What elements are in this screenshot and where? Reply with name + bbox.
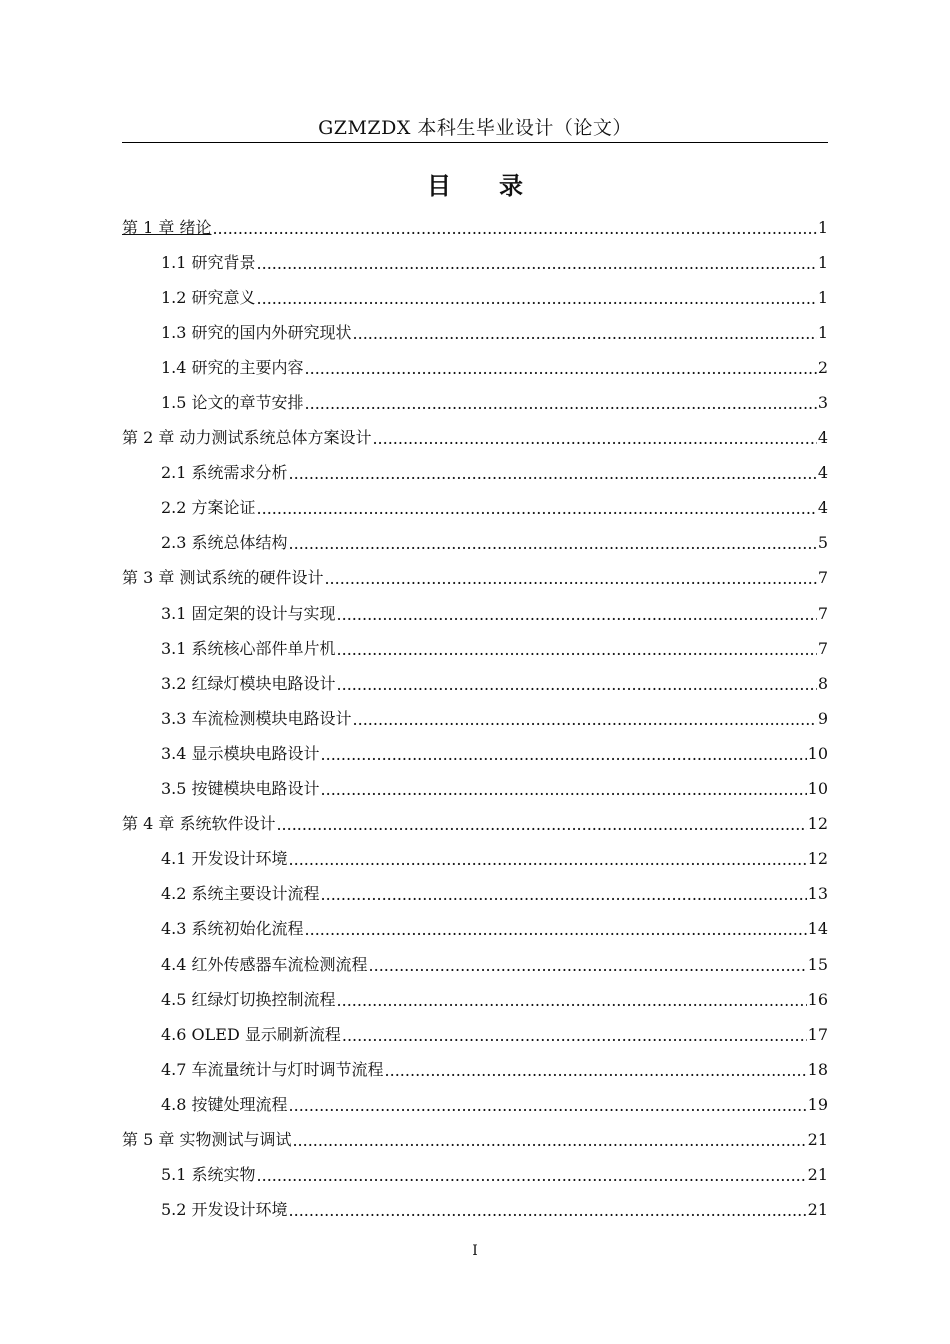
toc-section-entry[interactable] [122,315,828,350]
toc-dot-leader [305,920,807,940]
toc-chapter-entry[interactable] [122,561,828,596]
toc-entry-page: 4 [817,463,828,483]
toc-entry-label: 2.3 系统总体结构 [161,533,288,553]
toc-entry-page: 4 [817,498,828,518]
toc-entry-page: 10 [807,743,828,763]
toc-section-entry[interactable] [122,982,828,1017]
toc-entry-label: 1.1 研究背景 [161,252,256,272]
toc-dot-leader [212,219,816,239]
toc-chapter-entry[interactable] [122,1122,828,1157]
toc-entry-label: 4.3 系统初始化流程 [161,919,304,939]
page-number: I [472,1243,478,1259]
toc-section-entry[interactable] [122,666,828,701]
toc-dot-leader [305,394,817,414]
toc-entry-label: 第 4 章 系统软件设计 [122,814,276,834]
toc-title-left: 目 [427,172,451,200]
header-title: GZMZDX 本科生毕业设计（论文） [318,117,632,139]
toc-section-entry[interactable] [122,245,828,280]
toc-section-entry[interactable] [122,491,828,526]
toc-entry-label: 3.1 系统核心部件单片机 [161,638,336,658]
toc-dot-leader [276,815,806,835]
toc-entry-page: 16 [807,989,828,1009]
toc-entry-page: 4 [817,428,828,448]
toc-section-entry[interactable] [122,736,828,771]
toc-entry-page: 21 [807,1129,828,1149]
toc-entry-label: 4.2 系统主要设计流程 [161,884,320,904]
toc-dot-leader [289,1201,807,1221]
toc-dot-leader [321,885,807,905]
toc-entry-label: 第 5 章 实物测试与调试 [122,1129,292,1149]
toc-entry-page: 18 [807,1059,828,1079]
toc-entry-label: 3.4 显示模块电路设计 [161,743,320,763]
toc-entry-label: 第 1 章 绪论 [122,217,212,237]
toc-section-entry[interactable] [122,456,828,491]
toc-entry-page: 5 [817,533,828,553]
toc-section-entry[interactable] [122,912,828,947]
table-of-contents [122,210,828,1228]
toc-entry-page: 21 [807,1165,828,1185]
toc-entry-page: 8 [817,673,828,693]
toc-entry-page: 2 [817,357,828,377]
toc-entry-page: 14 [807,919,828,939]
toc-section-entry[interactable] [122,701,828,736]
toc-chapter-entry[interactable] [122,210,828,245]
toc-dot-leader [257,289,817,309]
toc-section-entry[interactable] [122,350,828,385]
toc-dot-leader [305,359,817,379]
toc-entry-label: 2.1 系统需求分析 [161,463,288,483]
toc-dot-leader [289,1096,807,1116]
toc-entry-page: 17 [807,1024,828,1044]
toc-entry-label: 4.6 OLED 显示刷新流程 [161,1024,341,1044]
toc-dot-leader [337,991,807,1011]
toc-section-entry[interactable] [122,877,828,912]
toc-entry-page: 9 [817,708,828,728]
toc-entry-label: 1.3 研究的国内外研究现状 [161,322,352,342]
toc-entry-label: 1.2 研究意义 [161,287,256,307]
toc-entry-label: 4.7 车流量统计与灯时调节流程 [161,1059,384,1079]
toc-dot-leader [353,324,817,344]
toc-entry-label: 1.4 研究的主要内容 [161,357,304,377]
toc-entry-label: 第 2 章 动力测试系统总体方案设计 [122,428,372,448]
toc-entry-label: 3.3 车流检测模块电路设计 [161,708,352,728]
toc-dot-leader [257,254,817,274]
toc-entry-page: 1 [817,322,828,342]
toc-dot-leader [292,1131,806,1151]
toc-dot-leader [257,499,817,519]
toc-section-entry[interactable] [122,280,828,315]
toc-entry-page: 10 [807,779,828,799]
toc-entry-page: 1 [817,252,828,272]
toc-dot-leader [289,850,807,870]
toc-dot-leader [342,1026,807,1046]
toc-entry-label: 第 3 章 测试系统的硬件设计 [122,568,324,588]
toc-entry-page: 19 [807,1094,828,1114]
toc-dot-leader [257,1166,807,1186]
toc-entry-label: 4.4 红外传感器车流检测流程 [161,954,368,974]
toc-entry-page: 12 [807,849,828,869]
page-header [122,114,828,142]
toc-entry-label: 3.1 固定架的设计与实现 [161,603,336,623]
toc-section-entry[interactable] [122,1158,828,1193]
toc-entry-label: 5.2 开发设计环境 [161,1200,288,1220]
toc-entry-page: 1 [817,287,828,307]
toc-entry-page: 13 [807,884,828,904]
toc-title-right: 录 [499,172,523,200]
toc-entry-page: 7 [817,603,828,623]
toc-section-entry[interactable] [122,385,828,420]
toc-entry-page: 7 [817,638,828,658]
toc-dot-leader [337,640,817,660]
toc-section-entry[interactable] [122,631,828,666]
toc-entry-page: 7 [817,568,828,588]
toc-entry-label: 3.2 红绿灯模块电路设计 [161,673,336,693]
toc-section-entry[interactable] [122,1017,828,1052]
header-divider [122,142,828,143]
toc-section-entry[interactable] [122,1087,828,1122]
toc-entry-label: 1.5 论文的章节安排 [161,393,304,413]
toc-entry-label: 4.5 红绿灯切换控制流程 [161,989,336,1009]
toc-entry-label: 2.2 方案论证 [161,498,256,518]
toc-entry-label: 5.1 系统实物 [161,1165,256,1185]
toc-dot-leader [353,710,817,730]
toc-entry-page: 21 [807,1200,828,1220]
toc-entry-page: 12 [807,814,828,834]
toc-dot-leader [321,780,807,800]
toc-dot-leader [289,534,817,554]
toc-entry-label: 4.1 开发设计环境 [161,849,288,869]
toc-chapter-entry[interactable] [122,421,828,456]
toc-entry-label: 4.8 按键处理流程 [161,1094,288,1114]
toc-dot-leader [337,605,817,625]
toc-dot-leader [324,569,816,589]
toc-entry-page: 15 [807,954,828,974]
toc-section-entry[interactable] [122,1052,828,1087]
toc-section-entry[interactable] [122,772,828,807]
toc-section-entry[interactable] [122,947,828,982]
toc-dot-leader [369,956,807,976]
toc-dot-leader [289,464,817,484]
toc-entry-label: 3.5 按键模块电路设计 [161,779,320,799]
toc-dot-leader [321,745,807,765]
toc-dot-leader [385,1061,807,1081]
toc-section-entry[interactable] [122,526,828,561]
toc-title [0,170,950,202]
toc-section-entry[interactable] [122,596,828,631]
toc-section-entry[interactable] [122,1193,828,1228]
toc-entry-page: 3 [817,393,828,413]
toc-dot-leader [337,675,817,695]
toc-dot-leader [372,429,816,449]
toc-chapter-entry[interactable] [122,807,828,842]
toc-section-entry[interactable] [122,842,828,877]
toc-entry-page: 1 [817,217,828,237]
